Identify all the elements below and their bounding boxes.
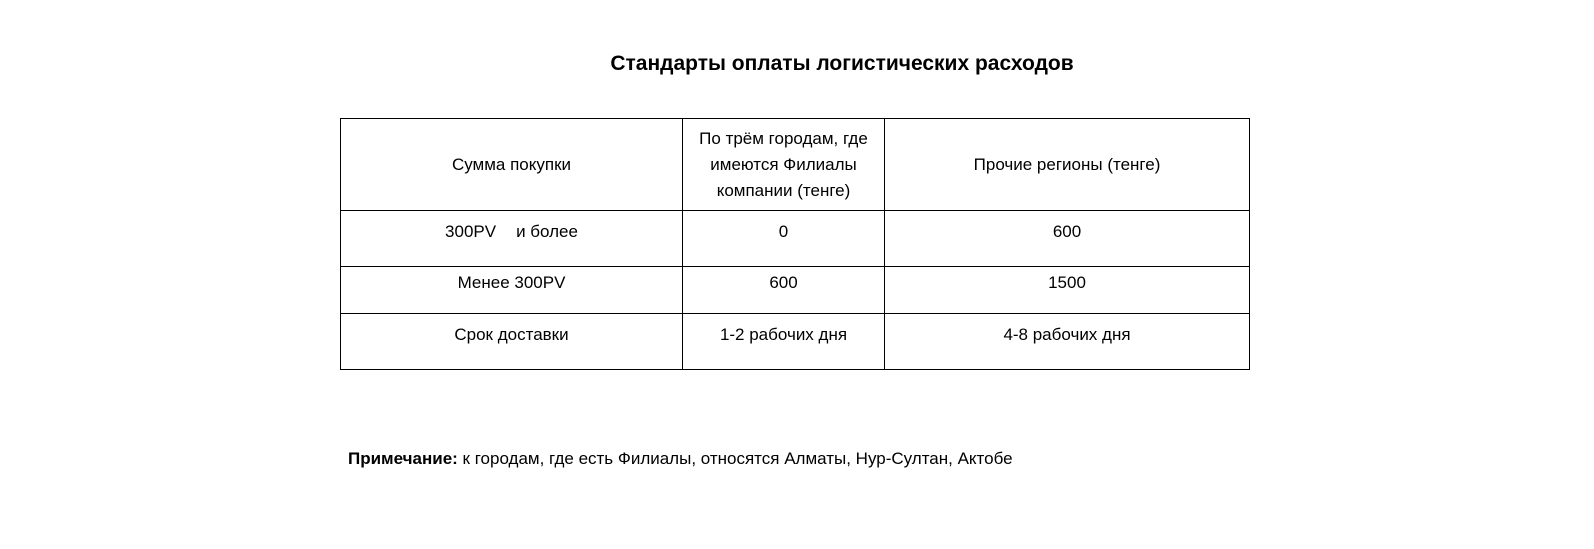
amount-value: 300PV: [445, 221, 497, 241]
header-branch-cities-line: компании (тенге): [716, 180, 851, 200]
footnote-label: Примечание:: [348, 449, 458, 468]
table-header-row: [341, 119, 1250, 211]
logistics-rates-table: [340, 118, 1250, 370]
cell-other-regions: 600: [885, 211, 1250, 267]
footnote: [348, 449, 1013, 469]
header-branch-cities: [683, 119, 885, 211]
cell-other-regions: 4-8 рабочих дня: [885, 314, 1250, 370]
footnote-text: к городам, где есть Филиалы, относятся Алматы, Нур-Султан, Актобе: [457, 449, 1013, 468]
amount-qualifier: и более: [516, 221, 578, 241]
header-branch-cities-line: По трём городам, где: [699, 128, 868, 148]
header-purchase-amount: Сумма покупки: [341, 119, 683, 211]
table-row: [341, 211, 1250, 267]
cell-purchase-amount: Менее 300PV: [341, 267, 683, 314]
header-other-regions: Прочие регионы (тенге): [885, 119, 1250, 211]
cell-branch-cities: 0: [683, 211, 885, 267]
cell-branch-cities: 1-2 рабочих дня: [683, 314, 885, 370]
cell-branch-cities: 600: [683, 267, 885, 314]
cell-delivery-time-label: Срок доставки: [341, 314, 683, 370]
page-title: Стандарты оплаты логистических расходов: [610, 52, 1074, 75]
cell-purchase-amount: [341, 211, 683, 267]
table-row: [341, 314, 1250, 370]
cell-other-regions: 1500: [885, 267, 1250, 314]
header-branch-cities-line: имеются Филиалы: [710, 154, 857, 174]
table-row: [341, 267, 1250, 314]
